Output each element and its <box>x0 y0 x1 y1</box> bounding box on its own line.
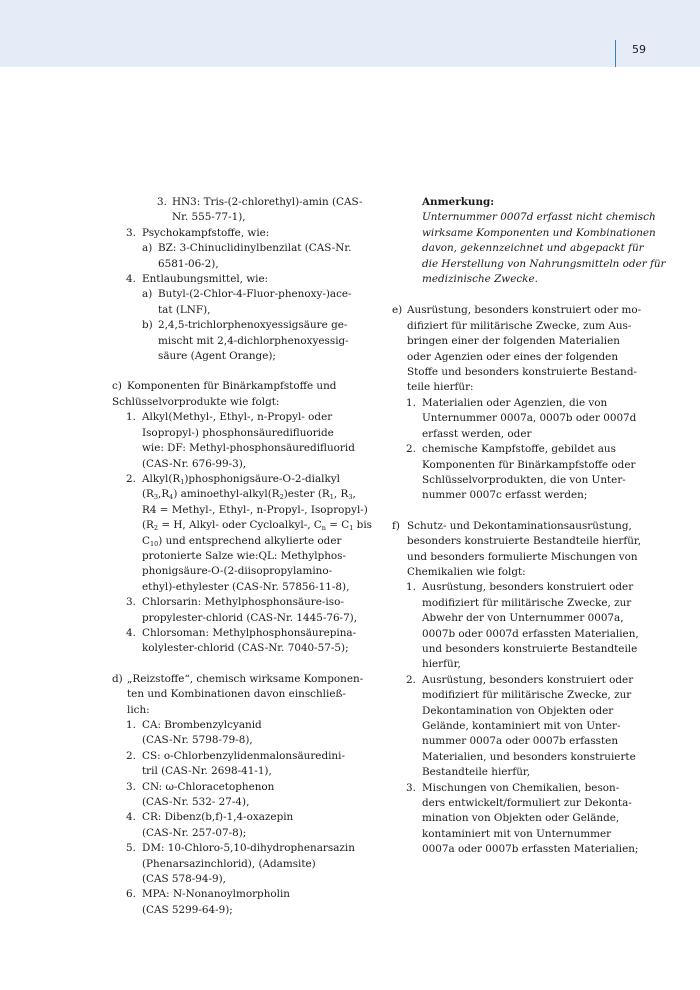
list-item: 2. chemische Kampfstoffe, gebildet aus Komponenten für Binärkampfstoffe oder Schlüsselvorprodukten, die von Unter- nummer 0007c erfasst werden; <box>406 443 636 502</box>
list-item: 6. MPA: N-Nonanoylmorpholin (CAS 5299-64-9); <box>126 888 290 916</box>
list-item: 4. CR: Dibenz(b,f)-1,4-oxazepin (CAS-Nr. 257-07-8); <box>126 811 294 839</box>
note-title: Anmerkung: <box>422 196 495 208</box>
page-header-band <box>0 0 700 67</box>
spacer <box>112 364 345 379</box>
formula-line: $Alkyl(R_1)phosphonigsäure-O-2$-dialkyl <box>142 472 340 486</box>
list-item: 2. $Alkyl(R_1)phosphonigsäure-O-2$-dialkyl $(R_3,R_4)$ aminoethyl-$alkyl(R_2)ester$ ($R_1$, $R_3$, R4 = Methyl-, Ethyl-, n-Propyl-, Isopropyl-) ($R_2 = H$, Alkyl- oder Cycloalkyl-, $C_n = C_1$ bis $C_{10}$) und entsprechend alkylierte oder protonierte Salze wie:QL: Methylphos- phonigsäure-O-(2-diisopropylamino- ethyl)-ethylester (CAS-Nr. 57856-11-8), <box>126 472 372 593</box>
left-column <box>112 195 372 918</box>
list-item: a) Butyl-(2-Chlor-4-Fluor-phenoxy-)ace- tat (LNF), <box>142 288 352 316</box>
formula-line: $C_{10}$) und entsprechend alkylierte oder <box>142 534 342 548</box>
page-number: 59 <box>632 43 646 56</box>
list-item: 1. CA: Brombenzylcyanid (CAS-Nr. 5798-79-8), <box>126 719 262 747</box>
list-item: 2. Ausrüstung, besonders konstruiert oder modifiziert für militärische Zwecke, zur Dekontamination von Objekten oder Gelände, kontaminiert mit von Unter- nummer 0007a oder 0007b erfassten Materialien, und besonders konstruierte Bestandteile hierfür, <box>406 673 636 779</box>
section-e-heading: e) Ausrüstung, besonders konstruiert oder mo- difiziert für militärische Zwecke, zum Aus- bringen einer der folgenden Materialien oder Agenzien oder eines der folgenden Stoffe und besonders konstruierte Bestand- teile hierfür: <box>392 304 642 394</box>
note-block: Anmerkung: Unternummer 0007d erfasst nicht chemisch wirksame Komponenten und Kombinationen davon, gekennzeichnet und abgepackt für die Herstellung von Nahrungsmitteln oder für medizinische Zwecke. <box>422 196 666 286</box>
section-f-heading: f) Schutz- und Dekontaminationsausrüstung, besonders konstruierte Bestandteile hierfür, und besonders formulierte Mischungen von Chemikalien wie folgt: <box>392 519 642 578</box>
page-number-divider <box>615 40 616 67</box>
list-item: 3. CN: ω-Chloracetophenon (CAS-Nr. 532- 27-4), <box>126 780 275 809</box>
list-item: b) 2,4,5-trichlorphenoxyessigsäure ge- mischt mit 2,4-dichlorphenoxyessig- säure (Agent Orange); <box>142 319 349 363</box>
section-c-heading: c) Komponenten für Binärkampfstoffe und Schlüsselvorprodukte wie folgt: <box>112 380 337 408</box>
right-column <box>392 195 666 858</box>
list-item: 4. Chlorsoman: Methylphosphonsäurepina- kolylester-chlorid (CAS-Nr. 7040-57-5); <box>126 626 357 655</box>
formula-line: $(R_3,R_4)$ aminoethyl-$alkyl(R_2)ester$ ($R_1$, $R_3$, <box>142 488 356 502</box>
spacer <box>112 657 345 672</box>
formula-line: ($R_2 = H$, Alkyl- oder Cycloalkyl-, $C_n = C_1$ bis <box>142 519 372 533</box>
list-item: 4. Entlaubungsmittel, wie: <box>126 273 269 286</box>
list-item: a) BZ: 3-Chinuclidinylbenzilat (CAS-Nr. 6581-06-2), <box>142 242 352 270</box>
list-item: 3. HN3: Tris-(2-chlorethyl)-amin (CAS- Nr. 555-77-1), <box>157 196 363 224</box>
list-item: 1. Materialien oder Agenzien, die von Unternummer 0007a, 0007b oder 0007d erfasst werden, oder <box>406 396 637 440</box>
list-item: 3. Mischungen von Chemikalien, beson- ders entwickelt/formuliert zur Dekonta- mination von Objekten oder Gelände, kontaminiert mit von Unternummer 0007a oder 0007b erfassten Materialien; <box>406 781 639 856</box>
list-item: 3. Psychokampfstoffe, wie: <box>126 226 270 239</box>
spacer <box>392 504 626 519</box>
list-item: 3. Chlorsarin: Methylphosphonsäure-iso- propylester-chlorid (CAS-Nr. 1445-76-7), <box>126 596 358 624</box>
list-item: 1. Alkyl(Methyl-, Ethyl-, n-Propyl- oder Isopropyl-) phosphonsäuredifluoride wie: DF: Methyl-phosphonsäuredifluorid (CAS-Nr. 676-99-3), <box>126 411 355 470</box>
list-item: 2. CS: o-Chlorbenzylidenmalonsäuredini- tril (CAS-Nr. 2698-41-1), <box>126 749 345 778</box>
spacer <box>392 287 626 303</box>
list-item: 1. Ausrüstung, besonders konstruiert oder modifiziert für militärische Zwecke, zur Abwehr der von Unternummer 0007a, 0007b oder 0007d erfassten Materialien, und besonders konstruierte Bestandteile hierfür, <box>406 581 639 671</box>
section-d-heading: d) „Reizstoffe“, chemisch wirksame Komponen- ten und Kombinationen davon einschließ- lich: <box>112 672 364 716</box>
list-item: 5. DM: 10-Chloro-5,10-dihydrophenarsazin (Phenarsazinchlorid), (Adamsite) (CAS 578-94-9), <box>126 842 355 886</box>
